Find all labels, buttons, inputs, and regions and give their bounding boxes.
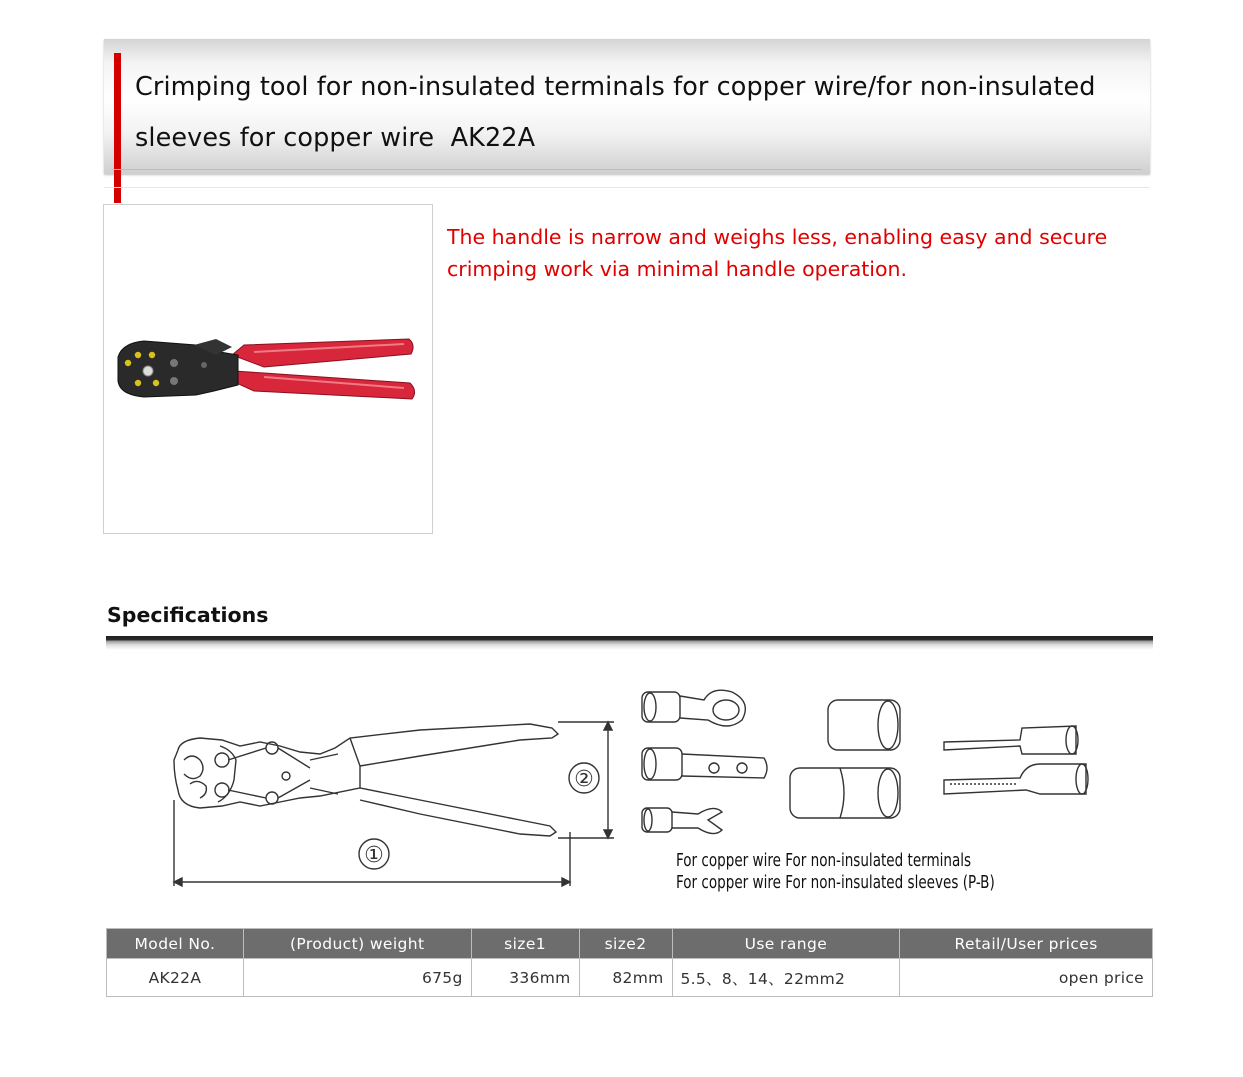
description-line2: crimping work via minimal handle operation. — [447, 257, 908, 281]
cell-size1: 336mm — [471, 959, 579, 997]
cell-price: open price — [900, 959, 1153, 997]
header-weight: (Product) weight — [243, 929, 471, 959]
cell-weight: 675g — [243, 959, 471, 997]
description-line1: The handle is narrow and weighs less, enabling easy and secure — [447, 225, 1108, 249]
title-banner — [104, 39, 1150, 174]
cell-use-range: 5.5、8、14、22mm2 — [672, 959, 900, 997]
header-model-no: Model No. — [107, 929, 244, 959]
dimension-label-2: ② — [574, 767, 594, 792]
specifications-rule — [106, 636, 1153, 650]
specification-table — [106, 928, 1153, 997]
title-divider — [104, 187, 1150, 188]
page-title-line1: Crimping tool for non-insulated terminals for copper wire/for non-insulated — [135, 72, 1096, 102]
table-header-row — [107, 929, 1153, 959]
dimension-label-1: ① — [364, 843, 384, 868]
header-prices: Retail/User prices — [900, 929, 1153, 959]
terminal-drawings — [642, 690, 1088, 833]
cell-size2: 82mm — [579, 959, 672, 997]
specifications-heading: Specifications — [107, 603, 269, 627]
terminal-caption-line2: For copper wire For non-insulated sleeves (P-B) — [676, 873, 995, 893]
cell-model-no: AK22A — [107, 959, 244, 997]
tool-line-drawing — [174, 724, 558, 836]
title-inner-line — [112, 169, 1142, 170]
header-size1: size1 — [471, 929, 579, 959]
crimping-tool-photo — [104, 205, 432, 533]
header-use-range: Use range — [672, 929, 900, 959]
header-size2: size2 — [579, 929, 672, 959]
product-photo — [103, 204, 433, 534]
page-title-line2: sleeves for copper wire AK22A — [135, 123, 536, 153]
title-accent-bar — [114, 53, 121, 203]
product-description — [447, 221, 1147, 285]
terminal-caption-line1: For copper wire For non-insulated terminals — [676, 851, 972, 871]
page-title — [135, 62, 1135, 164]
table-row — [107, 959, 1153, 997]
